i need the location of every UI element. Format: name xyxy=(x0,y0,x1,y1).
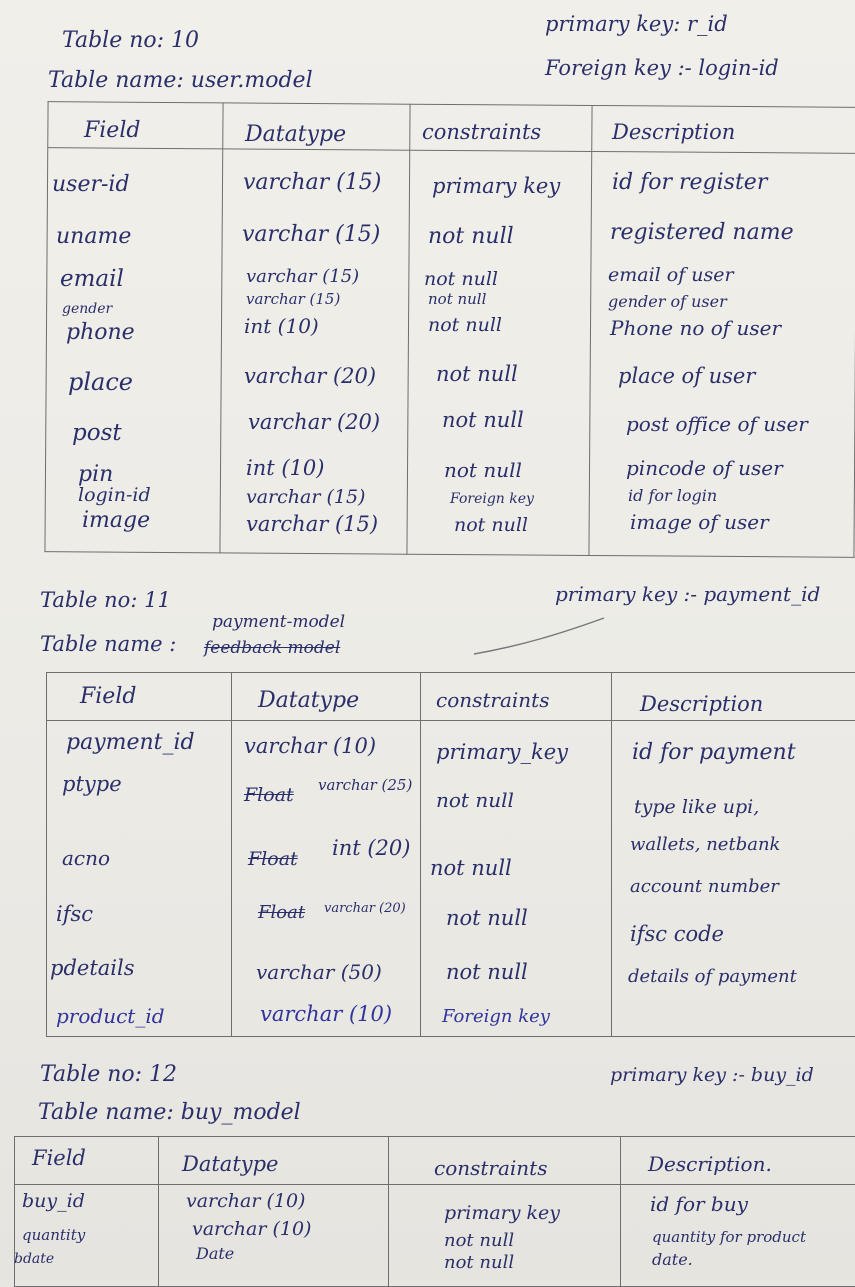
table10-header-description: Description xyxy=(612,120,736,144)
table11-name-value: payment-model xyxy=(212,612,346,632)
table10-row8-description: pincode of user xyxy=(626,456,783,480)
table12-header-constraints: constraints xyxy=(434,1156,548,1180)
table11-row3-field: acno xyxy=(62,846,111,870)
table11-row4-datatype: varchar (20) xyxy=(324,901,406,916)
table10-row5-datatype: int (10) xyxy=(244,314,319,338)
table11-row4-datatype-struck: Float xyxy=(258,902,306,923)
table10-row8-constraint: not null xyxy=(444,458,522,482)
table10-header-datatype: Datatype xyxy=(245,122,347,147)
table10-header-constraints: constraints xyxy=(422,120,542,144)
table10-row1-datatype: varchar (15) xyxy=(243,170,382,195)
table11-row4-field: ifsc xyxy=(56,902,94,926)
pencil-stroke xyxy=(470,612,610,662)
table10-row2-description: registered name xyxy=(610,220,794,245)
table10-header-field: Field xyxy=(84,118,141,143)
table12-name: Table name: buy_model xyxy=(38,1100,301,1125)
table10-row10-constraint: not null xyxy=(454,514,528,536)
table10-row3-field: email xyxy=(60,266,124,292)
table10-row4-description: gender of user xyxy=(608,292,727,311)
table10-row6-field: place xyxy=(68,368,133,396)
table11-row3-datatype: int (20) xyxy=(332,836,411,860)
table11-row5-datatype: varchar (50) xyxy=(256,960,382,984)
table11-header-constraints: constraints xyxy=(436,688,550,712)
table10-title: Table no: 10 xyxy=(62,28,200,53)
table10-row2-constraint: not null xyxy=(428,224,514,249)
table10-row5-field: phone xyxy=(66,320,135,345)
table12-row1-datatype: varchar (10) xyxy=(186,1190,306,1212)
table10-row8-datatype: int (10) xyxy=(246,456,325,480)
table10-row3-datatype: varchar (15) xyxy=(246,266,360,287)
table12-row3-field: bdate xyxy=(14,1251,55,1267)
table12-row2-field: quantity xyxy=(22,1226,86,1244)
table10-row1-constraint: primary key xyxy=(432,174,561,198)
table10-row4-datatype: varchar (15) xyxy=(246,290,341,308)
table10-row5-constraint: not null xyxy=(428,314,502,336)
table11-name-label: Table name : xyxy=(40,632,177,656)
table10-row6-datatype: varchar (20) xyxy=(244,364,377,388)
table10-name: Table name: user.model xyxy=(48,68,313,93)
table11-header-field: Field xyxy=(80,684,137,709)
table10-row9-field: login-id xyxy=(78,484,151,506)
table11-row6-description: details of payment xyxy=(628,966,797,987)
table11-row1-description: id for payment xyxy=(632,740,796,765)
table12-row2-constraint: not null xyxy=(444,1230,515,1251)
table10-row4-field: gender xyxy=(62,301,113,317)
table10-row8-field: pin xyxy=(78,462,114,487)
table10-row4-constraint: not null xyxy=(428,290,487,308)
table12-header-field: Field xyxy=(32,1146,86,1170)
table10-row9-description: id for login xyxy=(628,486,718,505)
table10-row7-description: post office of user xyxy=(626,412,808,436)
table11-row3-constraint: not null xyxy=(430,856,512,880)
table12-header-datatype: Datatype xyxy=(182,1152,279,1176)
table11-header-description: Description xyxy=(640,692,764,716)
table10-row10-description: image of user xyxy=(630,510,769,534)
table12-title: Table no: 12 xyxy=(40,1062,178,1087)
table10-row7-constraint: not null xyxy=(442,408,524,432)
table11-header-datatype: Datatype xyxy=(258,688,360,713)
table10-row6-description: place of user xyxy=(618,364,756,388)
table12-row2-datatype: varchar (10) xyxy=(192,1218,312,1240)
table11-row1-field: payment_id xyxy=(66,730,195,755)
table10-row5-description: Phone no of user xyxy=(610,316,782,340)
table11-row2-description: type like upi, xyxy=(634,796,760,818)
table10-row2-field: uname xyxy=(56,224,132,249)
table11-row5-description: ifsc code xyxy=(630,922,724,946)
table12-row2-description: quantity for product xyxy=(652,1228,806,1246)
table12-header-description: Description. xyxy=(648,1152,772,1176)
table11-row3-description: wallets, netbank xyxy=(630,834,781,855)
table10-row3-description: email of user xyxy=(608,264,734,286)
table11-row3-datatype-struck: Float xyxy=(248,848,298,870)
table11-row6-field: product_id xyxy=(56,1004,165,1028)
table11-row5-field: pdetails xyxy=(50,956,135,980)
table11-row4-description: account number xyxy=(630,876,779,897)
table10-row2-datatype: varchar (15) xyxy=(242,222,381,247)
table10-row1-description: id for register xyxy=(612,170,768,195)
table11-row2-field: ptype xyxy=(62,772,122,796)
table11-row2-datatype-struck: Float xyxy=(244,784,294,806)
table10-row1-field: user-id xyxy=(52,172,130,197)
table12-primary-key: primary key :- buy_id xyxy=(610,1064,814,1086)
table10-row9-datatype: varchar (15) xyxy=(246,486,366,508)
table10-row3-constraint: not null xyxy=(424,268,498,290)
table11-row2-datatype: varchar (25) xyxy=(318,776,413,794)
table11-row1-constraint: primary_key xyxy=(436,740,569,764)
table10-row6-constraint: not null xyxy=(436,362,518,386)
table11-row2-constraint: not null xyxy=(436,788,514,812)
table10-row7-datatype: varchar (20) xyxy=(248,410,381,434)
table11-row6-datatype: varchar (10) xyxy=(260,1002,393,1026)
table11-row1-datatype: varchar (10) xyxy=(244,734,377,758)
table10-row10-datatype: varchar (15) xyxy=(246,512,379,536)
table12-row1-field: buy_id xyxy=(22,1190,85,1212)
table11-row6-constraint: Foreign key xyxy=(442,1006,550,1027)
table11-row5-constraint: not null xyxy=(446,960,528,984)
table12-row3-constraint: not null xyxy=(444,1252,515,1273)
table11-name-struck: feedback model xyxy=(204,638,341,658)
table10-foreign-key: Foreign key :- login-id xyxy=(545,56,779,80)
table10-row7-field: post xyxy=(72,420,122,446)
table11-title: Table no: 11 xyxy=(40,588,171,612)
table12-row3-datatype: Date xyxy=(196,1244,235,1263)
table10-primary-key: primary key: r_id xyxy=(545,12,728,36)
table10-row10-field: image xyxy=(82,508,151,533)
table11-primary-key: primary key :- payment_id xyxy=(555,582,821,606)
table12-row3-description: date. xyxy=(652,1250,693,1269)
table12-row1-constraint: primary key xyxy=(444,1202,561,1224)
table12-row1-description: id for buy xyxy=(650,1192,748,1216)
table10-row9-constraint: Foreign key xyxy=(450,491,534,507)
table11-row4-constraint: not null xyxy=(446,906,528,930)
